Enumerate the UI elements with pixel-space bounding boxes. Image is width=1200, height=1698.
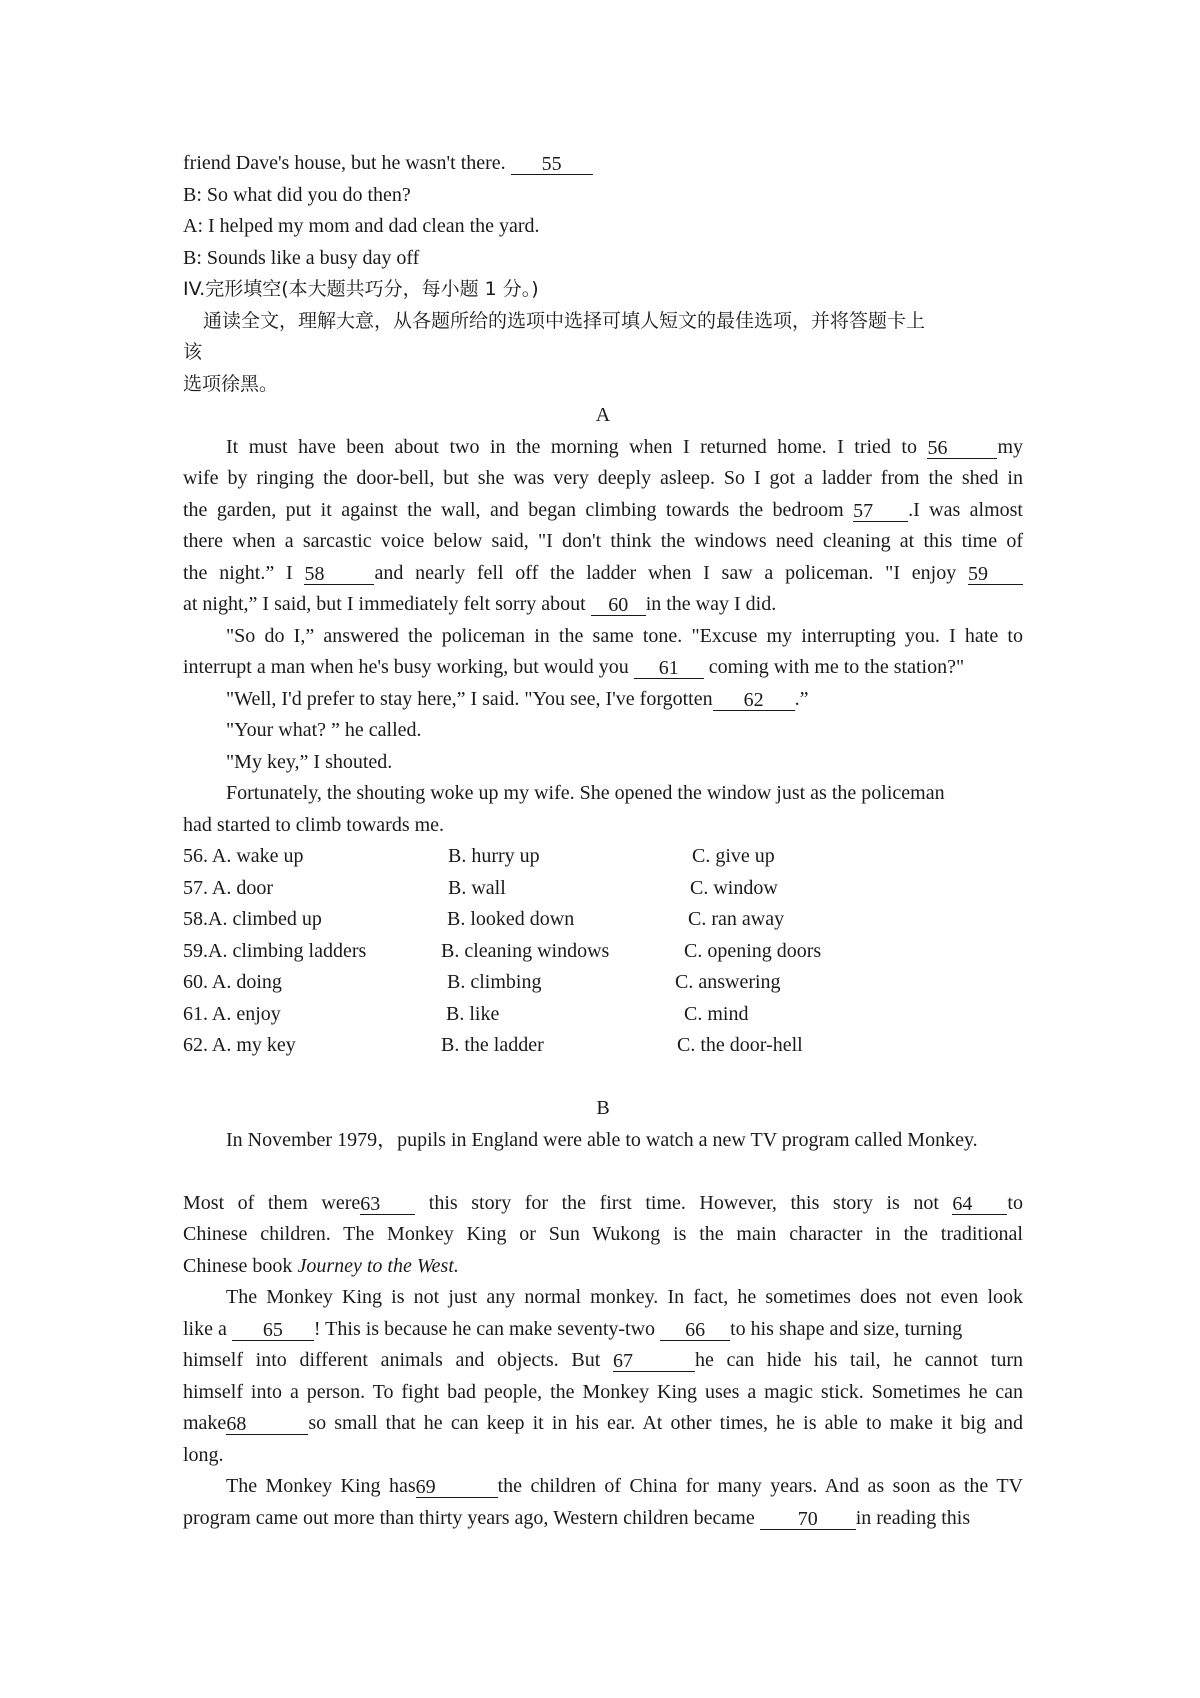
passage-line: make68 so small that he can keep it in his ear. At other times, he is able to make it big and [183,1412,1023,1435]
answer-blank: 70 [760,1507,856,1530]
option-b[interactable]: B. the ladder [441,1034,544,1056]
option-c[interactable]: C. opening doors [684,940,822,962]
section-instruction: 通读全文，理解大意，从各题所给的选项中选择可填人短文的最佳选项，并将答题卡上 [203,310,926,332]
option-b[interactable]: B. cleaning windows [441,940,610,962]
passage-line: wife by ringing the door-bell, but she was very deeply asleep. So I got a ladder from the shed in [183,467,1023,489]
passage-line: the garden, put it against the wall, and began climbing towards the bedroom 57 .I was almost [183,499,1023,522]
answer-blank: 58 [304,562,374,585]
option-c[interactable]: C. ran away [688,908,785,930]
passage-line: program came out more than thirty years ago, Western children became 70 in reading this [183,1507,971,1530]
answer-blank: 57 [853,499,908,522]
option-b[interactable]: B. wall [448,877,506,899]
passage-line: Chinese children. The Monkey King or Sun Wukong is the main character in the traditional [183,1223,1023,1245]
passage-line: there when a sarcastic voice below said, "I don't think the windows need cleaning at this time of [183,530,1023,552]
dialogue-line: A: I helped my mom and dad clean the yard. [183,215,540,237]
dialogue-line: friend Dave's house, but he wasn't there. 55 [183,147,1023,179]
answer-blank: 60 [591,593,646,616]
passage-line: Chinese book Journey to the West. [183,1255,459,1277]
option-c[interactable]: C. answering [675,971,781,993]
option-row [0,840,1200,872]
option-c[interactable]: C. window [690,877,778,899]
option-c[interactable]: C. mind [684,1003,749,1025]
passage-line: at night,” I said, but I immediately felt sorry about 60 in the way I did. [183,593,777,616]
option-a[interactable]: 61. A. enjoy [183,1003,281,1025]
answer-blank: 67 [613,1349,695,1372]
passage-line: the night.” I 58 and nearly fell off the ladder when I saw a policeman. "I enjoy 59 [183,557,1023,589]
option-row [0,998,1200,1030]
answer-blank: 63 [360,1192,415,1215]
passage-line: like a 65 ! This is because he can make seventy-two 66 to his shape and size, turning [183,1318,963,1341]
option-b[interactable]: B. looked down [447,908,575,930]
option-a[interactable]: 58.A. climbed up [183,908,322,930]
passage-line: In November 1979，pupils in England were able to watch a new TV program called Monkey. [226,1129,978,1151]
option-b[interactable]: B. like [446,1003,500,1025]
answer-blank: 62 [713,688,795,711]
option-a[interactable]: 60. A. doing [183,971,282,993]
answer-blank: 56 [927,436,997,459]
passage-label: B [596,1097,610,1119]
section-heading: IV.完形填空(本大题共巧分，每小题 1 分。) [183,278,539,300]
passage-line: interrupt a man when he's busy working, but would you 61 coming with me to the station?" [183,656,965,679]
option-c[interactable]: C. give up [692,845,775,867]
option-row [0,966,1200,998]
option-b[interactable]: B. climbing [447,971,542,993]
passage-line: Most of them were63 this story for the first time. However, this story is not 64 to [183,1192,1023,1215]
passage-line: The Monkey King has69 the children of China for many years. And as soon as the TV [226,1475,1023,1498]
answer-blank: 65 [232,1318,314,1341]
answer-blank: 69 [416,1475,498,1498]
option-row [0,872,1200,904]
dialogue-line: B: So what did you do then? [183,184,411,206]
option-a[interactable]: 59.A. climbing ladders [183,940,367,962]
option-b[interactable]: B. hurry up [448,845,540,867]
option-row [0,903,1200,935]
section-instruction: 选项徐黑。 [183,373,279,395]
passage-line: It must have been about two in the morning when I returned home. I tried to 56 my [226,436,1023,459]
option-c[interactable]: C. the door-hell [677,1034,803,1056]
passage-line: "Well, I'd prefer to stay here,” I said. "You see, I've forgotten 62 .” [226,688,809,711]
answer-blank: 64 [952,1192,1007,1215]
option-a[interactable]: 62. A. my key [183,1034,296,1056]
answer-blank: 59 [968,562,1023,585]
option-row [0,935,1200,967]
option-a[interactable]: 56. A. wake up [183,845,304,867]
passage-line: himself into different animals and objects. But 67 he can hide his tail, he cannot turn [183,1349,1023,1372]
section-instruction: 该 [183,341,203,363]
passage-line: "Your what? ” he called. [226,719,422,741]
option-a[interactable]: 57. A. door [183,877,273,899]
passage-label: A [595,404,611,426]
passage-line: The Monkey King is not just any normal monkey. In fact, he sometimes does not even look [226,1286,1023,1308]
passage-line: himself into a person. To fight bad people, the Monkey King uses a magic stick. Sometimes he can [183,1381,1023,1403]
passage-line: long. [183,1444,224,1466]
answer-blank: 66 [660,1318,730,1341]
passage-line: "My key,” I shouted. [226,751,393,773]
dialogue-line: B: Sounds like a busy day off [183,247,420,269]
passage-line: "So do I,” answered the policeman in the same tone. "Excuse my interrupting you. I hate to [226,625,1023,647]
option-row [0,1029,1200,1061]
answer-blank: 55 [511,152,593,175]
book-title: Journey to the West. [297,1255,459,1277]
answer-blank: 68 [226,1412,308,1435]
answer-blank: 61 [634,656,704,679]
passage-line: Fortunately, the shouting woke up my wife. She opened the window just as the policeman [226,782,945,804]
passage-line: had started to climb towards me. [183,814,445,836]
